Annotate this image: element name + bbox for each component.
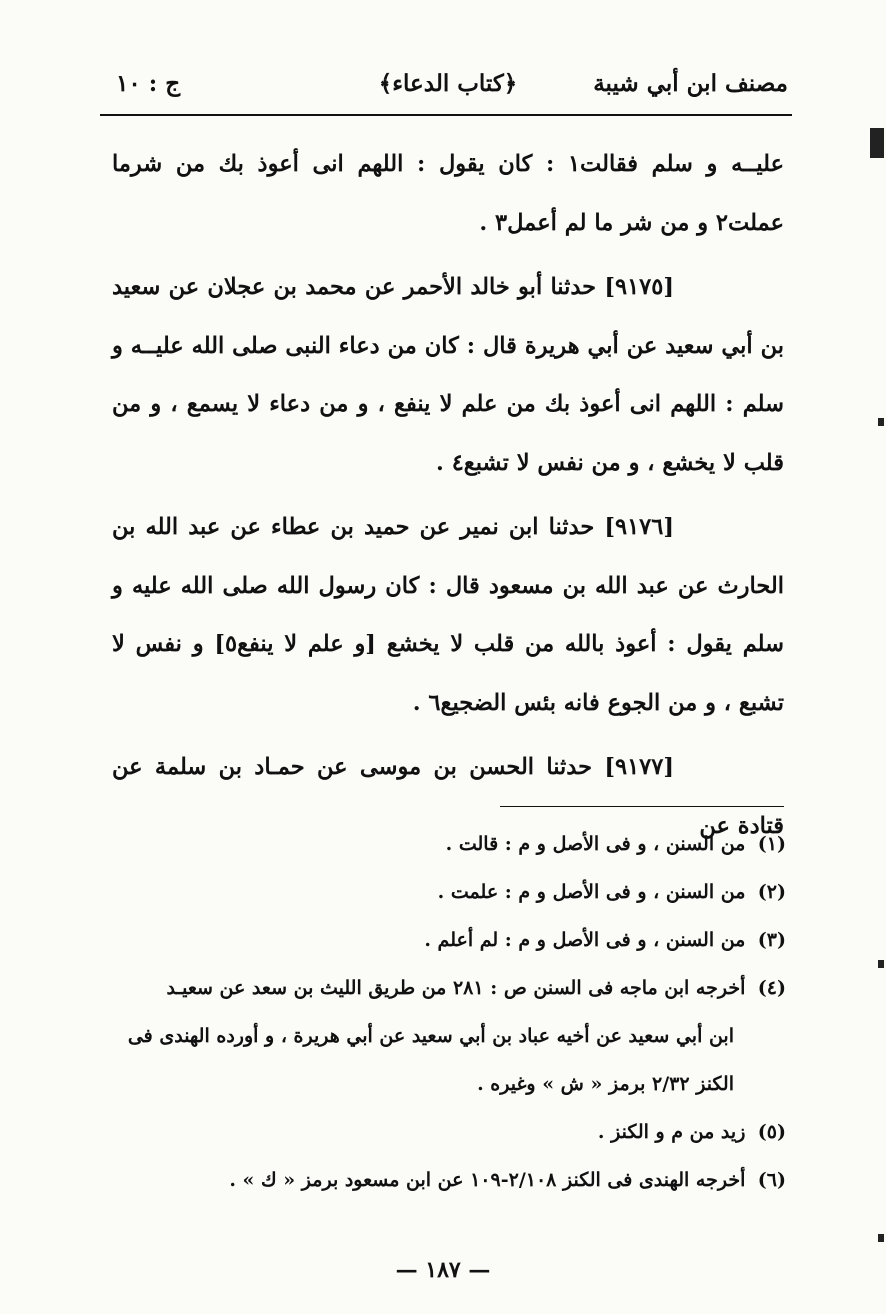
scan-mark xyxy=(878,418,884,426)
footnote-5 xyxy=(112,1108,786,1156)
footnote-number: (٦) xyxy=(757,1169,786,1191)
book-title: مصنف ابن أبي شيبة xyxy=(593,70,788,97)
footnote-separator xyxy=(500,806,784,807)
footnote-text: من السنن ، و فى الأصل و م : علمت . xyxy=(437,881,746,903)
hadith-9177: [٩١٧٧] حدثنا الحسن بن موسى عن حمـاد بن سلمة عن قتادة عن xyxy=(112,754,784,839)
footnote-text: أخرجه الهندى فى الكنز ٢/١٠٨-١٠٩ عن ابن مسعود برمز « ك » . xyxy=(229,1169,746,1191)
footnote-number: (٥) xyxy=(757,1121,786,1143)
footnote-1 xyxy=(112,820,786,868)
footnote-text: زيد من م و الكنز . xyxy=(597,1121,746,1143)
footnote-4-continuation: الكنز ٢/٣٢ برمز « ش » وغيره . xyxy=(477,1073,734,1095)
scan-mark xyxy=(878,1234,884,1242)
main-text xyxy=(112,135,784,861)
volume-number: ج : ١٠ xyxy=(116,70,181,97)
footnote-number: (٤) xyxy=(757,977,786,999)
footnote-4-continuation: ابن أبي سعيد عن أخيه عباد بن أبي سعيد عن أبي هريرة ، و أورده الهندى فى xyxy=(127,1025,734,1047)
chapter-title: ﴿كتاب الدعاء﴾ xyxy=(378,70,518,97)
footnote-number: (١) xyxy=(757,833,786,855)
scan-mark xyxy=(870,128,884,158)
hadith-9176: [٩١٧٦] حدثنا ابن نمير عن حميد بن عطاء عن عبد الله بن الحارث عن عبد الله بن مسعود قال : كان رسول الله صلى الله عليه و سلم يقول : أعوذ بالله من قلب لا يخشع [و علم لا ينفع٥] و نفس لا تشبع ، و من الجوع فانه بئس الضجيع٦ . xyxy=(112,514,784,716)
paragraph: عليــه و سلم فقالت١ : كان يقول : اللهم انى أعوذ بك من شرما عملت٢ و من شر ما لم أعمل٣ . xyxy=(112,151,784,236)
footnote-2 xyxy=(112,868,786,916)
header-rule xyxy=(100,114,792,116)
footnotes xyxy=(112,820,786,1204)
footnote-number: (٢) xyxy=(757,881,786,903)
footnote-number: (٣) xyxy=(757,929,786,951)
scan-mark xyxy=(878,960,884,968)
footnote-text: من السنن ، و فى الأصل و م : قالت . xyxy=(445,833,746,855)
footnote-3 xyxy=(112,916,786,964)
footnote-4 xyxy=(112,964,786,1012)
footnote-text: أخرجه ابن ماجه فى السنن ص : ٢٨١ من طريق الليث بن سعد عن سعيـد xyxy=(166,977,746,999)
page-number: — ١٨٧ — xyxy=(395,1257,491,1283)
hadith-9175: [٩١٧٥] حدثنا أبو خالد الأحمر عن محمد بن عجلان عن سعيد بن أبي سعيد عن أبي هريرة قال : كان من دعاء النبى صلى الله عليــه و سلم : اللهم انى أعوذ بك من علم لا ينفع ، و من دعاء لا يسمع ، و من قلب لا يخشع ، و من نفس لا تشبع٤ . xyxy=(112,274,784,476)
footnote-6 xyxy=(112,1156,786,1204)
running-header xyxy=(108,60,788,110)
footnote-text: من السنن ، و فى الأصل و م : لم أعلم . xyxy=(424,929,746,951)
